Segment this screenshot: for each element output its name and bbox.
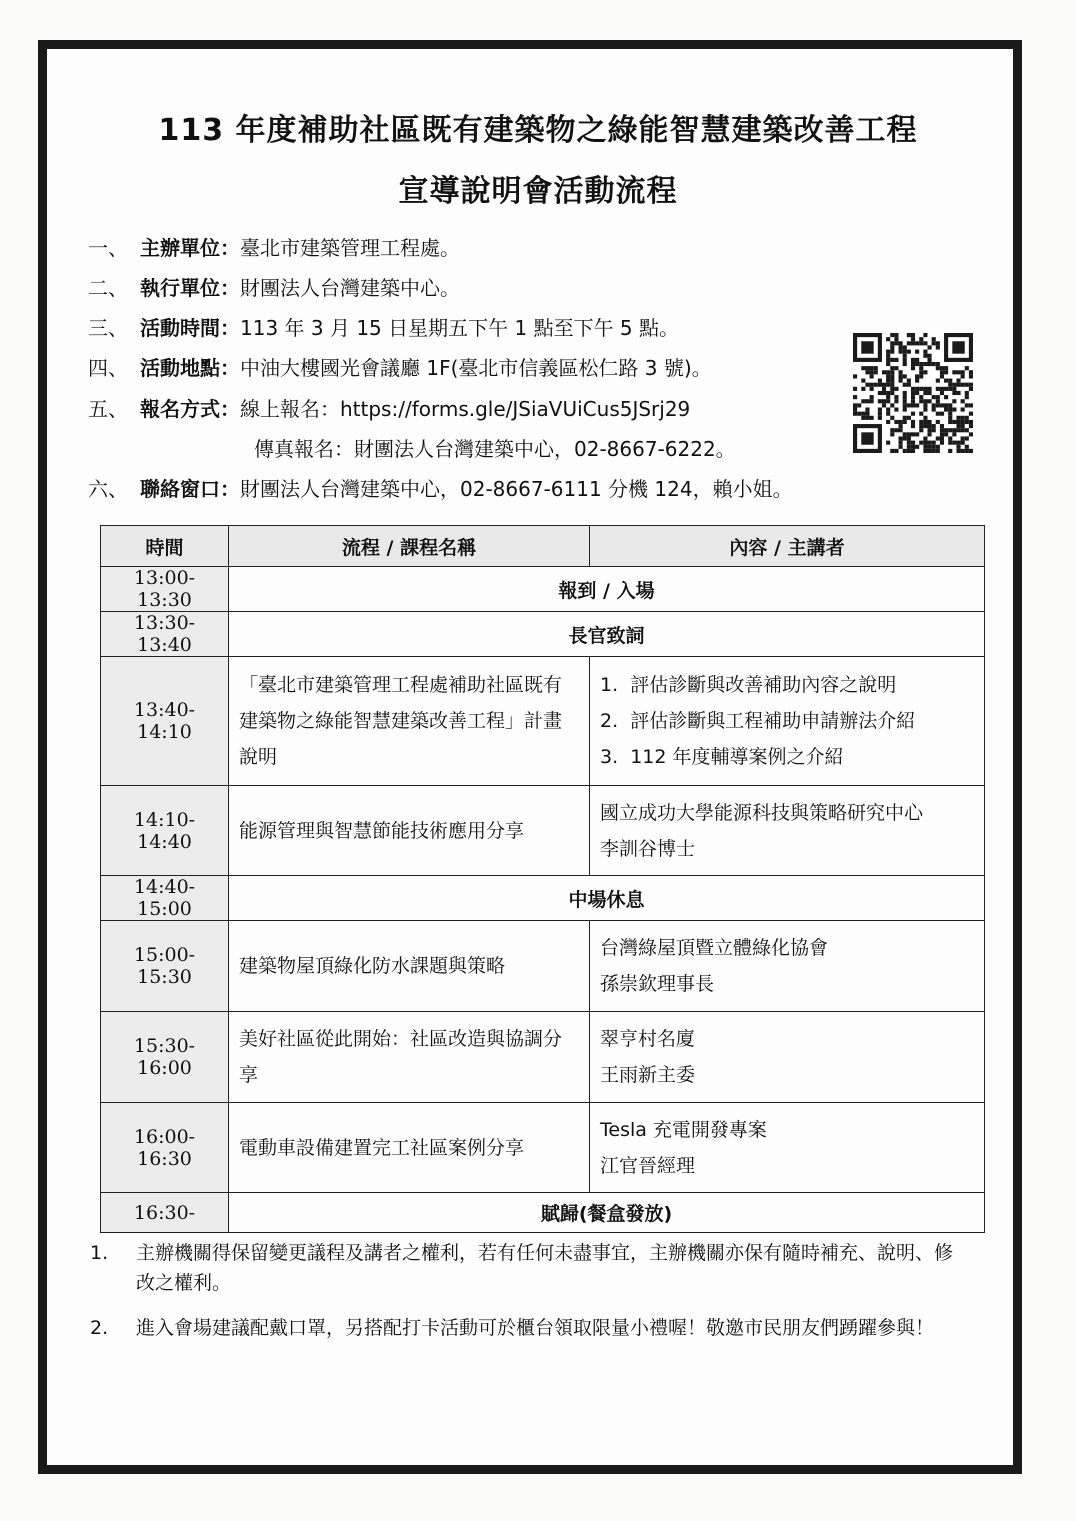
header-time: 時間 <box>101 526 229 567</box>
info-executor: 二、 執行單位：財團法人台灣建築中心。 <box>88 276 460 300</box>
row-topic: 美好社區從此開始：社區改造與協調分享 <box>229 1012 590 1103</box>
row-topic: 建築物屋頂綠化防水課題與策略 <box>229 921 590 1012</box>
title-line-1: 113 年度補助社區既有建築物之綠能智慧建築改善工程 <box>158 113 918 148</box>
row-time: 13:00-13:30 <box>101 567 229 612</box>
row-merged: 報到 / 入場 <box>229 567 985 612</box>
header-topic: 流程 / 課程名稱 <box>229 526 590 567</box>
row-merged: 中場休息 <box>229 876 985 921</box>
info-organizer: 一、 主辦單位：臺北市建築管理工程處。 <box>88 236 460 260</box>
row-detail: Tesla 充電開發專案 江官晉經理 <box>590 1103 985 1193</box>
table-row <box>101 612 985 657</box>
table-row <box>101 1012 985 1103</box>
row-detail: 台灣綠屋頂暨立體綠化協會 孫崇欽理事長 <box>590 921 985 1012</box>
table-row <box>101 1193 985 1233</box>
table-row <box>101 1103 985 1193</box>
table-row <box>101 786 985 876</box>
row-time: 16:00-16:30 <box>101 1103 229 1193</box>
table-header-row <box>101 526 985 567</box>
row-detail: 國立成功大學能源科技與策略研究中心 李訓谷博士 <box>590 786 985 876</box>
row-merged: 長官致詞 <box>229 612 985 657</box>
row-topic: 能源管理與智慧節能技術應用分享 <box>229 786 590 876</box>
info-contact: 六、 聯絡窗口：財團法人台灣建築中心，02-8667-6111 分機 124，賴小姐。 <box>88 477 793 501</box>
info-registration-online: 五、 報名方式：線上報名：https://forms.gle/JSiaVUiCus5JSrj29 <box>88 397 691 421</box>
table-row <box>101 657 985 786</box>
table-row <box>101 876 985 921</box>
info-time: 三、 活動時間：113 年 3 月 15 日星期五下午 1 點至下午 5 點。 <box>88 316 680 340</box>
row-time: 13:30-13:40 <box>101 612 229 657</box>
registration-link[interactable]: 線上報名：https://forms.gle/JSiaVUiCus5JSrj29 <box>240 397 691 421</box>
row-detail: 1. 評估診斷與改善補助內容之說明 2. 評估診斷與工程補助申請辦法介紹 3. 112 年度輔導案例之介紹 <box>590 657 985 786</box>
table-row <box>101 567 985 612</box>
schedule-table <box>100 525 985 1233</box>
table-row <box>101 921 985 1012</box>
row-time: 14:10-14:40 <box>101 786 229 876</box>
row-topic: 「臺北市建築管理工程處補助社區既有建築物之綠能智慧建築改善工程」計畫說明 <box>229 657 590 786</box>
title-line-2: 宣導說明會活動流程 <box>398 174 678 209</box>
row-time: 15:00-15:30 <box>101 921 229 1012</box>
row-merged: 賦歸(餐盒發放) <box>229 1193 985 1233</box>
row-topic: 電動車設備建置完工社區案例分享 <box>229 1103 590 1193</box>
row-detail: 翠亨村名廈 王雨新主委 <box>590 1012 985 1103</box>
registration-qr-code[interactable] <box>853 333 973 453</box>
note-item: 2. 進入會場建議配戴口罩，另搭配打卡活動可於櫃台領取限量小禮喔！敬邀市民朋友們踴躍參與！ <box>90 1317 935 1339</box>
header-detail: 內容 / 主講者 <box>590 526 985 567</box>
row-time: 14:40-15:00 <box>101 876 229 921</box>
notes-section <box>90 1238 970 1346</box>
info-venue: 四、 活動地點：中油大樓國光會議廳 1F(臺北市信義區松仁路 3 號)。 <box>88 356 712 380</box>
note-item: 1. 主辦機關得保留變更議程及講者之權利，若有任何未盡事宜，主辦機關亦保有隨時補充、說明、修改之權利。 <box>90 1242 954 1294</box>
row-time: 13:40-14:10 <box>101 657 229 786</box>
info-registration-fax: 傳真報名：財團法人台灣建築中心，02-8667-6222。 <box>254 437 736 461</box>
row-time: 16:30- <box>101 1193 229 1233</box>
row-time: 15:30-16:00 <box>101 1012 229 1103</box>
